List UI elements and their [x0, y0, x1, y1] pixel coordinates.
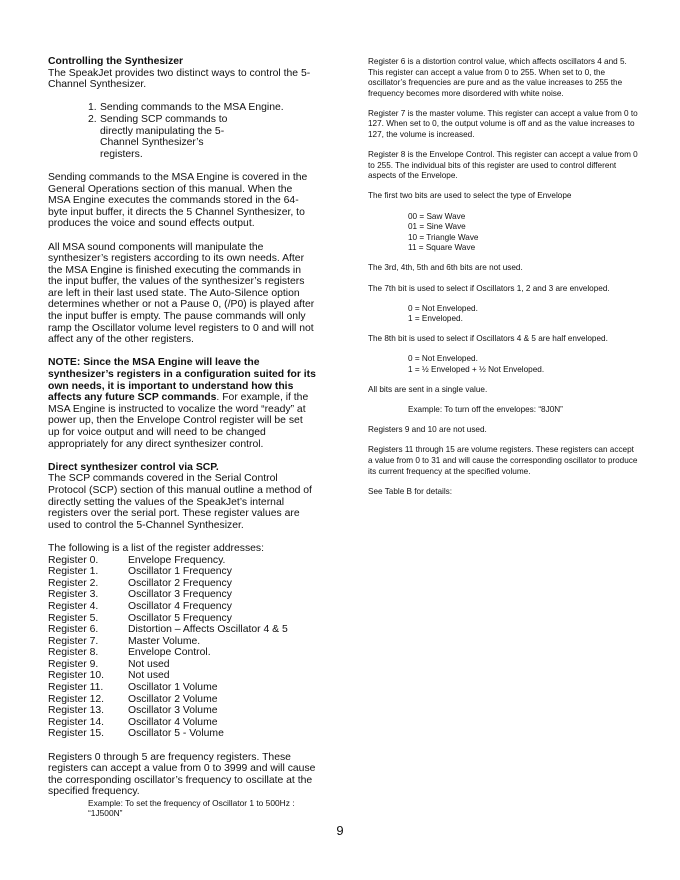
list-item: 00 = Saw Wave	[408, 211, 466, 221]
register-list-intro: The following is a list of the register addresses:	[48, 542, 264, 554]
bit7-paragraph: The 7th bit is used to select if Oscillators 1, 2 and 3 are enveloped.	[368, 283, 610, 293]
register-row: Register 4. Oscillator 4 Frequency	[48, 600, 232, 612]
control-methods-list	[48, 102, 316, 160]
first-bits-paragraph: The first two bits are used to select the type of Envelope	[368, 191, 572, 201]
left-column	[48, 56, 316, 818]
note-paragraph: NOTE: Since the MSA Engine will leave the synthesizer’s registers in a configuration suited for its own needs, it is important to understand how this affects any future SCP commands. For example, if the MSA Engine is instructed to vocalize the word “ready” at power up, then the Envelope Control register will be set up for voice output and will need to be changed appropriately for any direct synthesizer control.	[48, 357, 316, 450]
register-row: Register 15. Oscillator 5 - Volume	[48, 728, 224, 740]
msa-engine-paragraph: Sending commands to the MSA Engine is covered in the General Operations section of this manual. When the MSA Engine executes the commands stored in the 64-byte input buffer, it directs the 5 Channel Synthesizer, to produces the voice and sound effects output.	[48, 171, 308, 230]
register-row: Register 13. Oscillator 3 Volume	[48, 705, 218, 717]
section-heading-direct-control: Direct synthesizer control via SCP.	[48, 461, 219, 473]
register-row: Register 5. Oscillator 5 Frequency	[48, 612, 232, 624]
bit8-values-list	[368, 354, 638, 375]
register-row: Register 1. Oscillator 1 Frequency	[48, 566, 232, 578]
intro-paragraph: The SpeakJet provides two distinct ways to control the 5-Channel Synthesizer.	[48, 67, 311, 91]
register6-paragraph: Register 6 is a distortion control value, which affects oscillators 4 and 5. This register can accept a value from 0 to 255. When set to 0, the oscillator’s frequencies are pure and as the value increases to 255 the frequency becomes more disordered with white noise.	[368, 57, 627, 98]
register-row: Register 7. Master Volume.	[48, 635, 201, 647]
register-row: Register 14. Oscillator 4 Volume	[48, 716, 218, 728]
register-list	[48, 555, 316, 741]
list-item: 0 = Not Enveloped.	[408, 303, 478, 313]
register-row: Register 3. Oscillator 3 Frequency	[48, 589, 232, 601]
single-value-paragraph: All bits are sent in a single value.	[368, 385, 488, 395]
bit8-paragraph: The 8th bit is used to select if Oscillators 4 & 5 are half enveloped.	[368, 334, 608, 344]
unused-bits-paragraph: The 3rd, 4th, 5th and 6th bits are not used.	[368, 263, 523, 273]
register-row: Register 11. Oscillator 1 Volume	[48, 682, 218, 694]
list-item: 1 = ½ Enveloped + ½ Not Enveloped.	[408, 364, 545, 374]
table-reference: See Table B for details:	[368, 486, 453, 496]
register-row: Register 12. Oscillator 2 Volume	[48, 693, 218, 705]
msa-components-paragraph: All MSA sound components will manipulate the synthesizer’s registers according to its own needs. After the MSA Engine is finished executing the commands in the input buffer, the values of the synthesizer’s registers are left in their last used state. The Auto-Silence option determines whether or not a Pause 0, (/P0) is played after the input buffer is empty. The pause commands will only ramp the Oscillator volume level registers to 0 and will not affect any of the other registers.	[48, 241, 315, 346]
list-item: 1. Sending commands to the MSA Engine.	[88, 102, 284, 114]
list-item: 0 = Not Enveloped.	[408, 354, 478, 364]
right-column	[368, 57, 638, 497]
volume-registers-paragraph: Registers 11 through 15 are volume registers. These registers can accept a value from 0 to 31 and will cause the corresponding oscillator to produce its current frequency at the specified volume.	[368, 445, 638, 476]
envelope-off-example: Example: To turn off the envelopes: “8J0N”	[408, 405, 563, 415]
frequency-example: Example: To set the frequency of Oscillator 1 to 500Hz : “1J500N”	[88, 798, 295, 818]
register-row: Register 6. Distortion – Affects Oscillator 4 & 5	[48, 624, 288, 636]
register-row: Register 8. Envelope Control.	[48, 647, 211, 659]
list-item: 11 = Square Wave	[408, 243, 476, 253]
register9-10-paragraph: Registers 9 and 10 are not used.	[368, 425, 487, 435]
list-item: 1 = Enveloped.	[408, 314, 463, 324]
list-item: 10 = Triangle Wave	[408, 232, 479, 242]
register8-paragraph: Register 8 is the Envelope Control. This register can accept a value from 0 to 255. The individual bits of this register are used to control different aspects of the Envelope.	[368, 150, 638, 181]
register-row: Register 0. Envelope Frequency.	[48, 554, 226, 566]
envelope-types-list	[368, 212, 638, 254]
section-heading-controlling: Controlling the Synthesizer	[48, 56, 184, 67]
scp-paragraph: The SCP commands covered in the Serial Control Protocol (SCP) section of this manual outline a method of directly setting the values of the SpeakJet’s internal registers over the serial port. These register values are used to control the 5-Channel Synthesizer.	[48, 473, 312, 531]
register7-paragraph: Register 7 is the master volume. This register can accept a value from 0 to 127. When set to 0, the output volume is off and as the value increases to 127, the volume is increased.	[368, 108, 638, 140]
bit7-values-list	[368, 304, 638, 325]
list-item: 01 = Sine Wave	[408, 222, 466, 232]
register-row: Register 2. Oscillator 2 Frequency	[48, 577, 232, 589]
register-row: Register 10. Not used	[48, 670, 170, 682]
frequency-registers-paragraph: Registers 0 through 5 are frequency registers. These registers can accept a value from 0 to 3999 and will cause the corresponding oscillator’s frequency to oscillate at the specified frequency.	[48, 751, 316, 798]
page-number: 9	[336, 823, 344, 838]
register-row: Register 9. Not used	[48, 658, 170, 670]
list-item: 2. Sending SCP commands to directly manipulating the 5-Channel Synthesizer’s registers.	[88, 113, 228, 160]
